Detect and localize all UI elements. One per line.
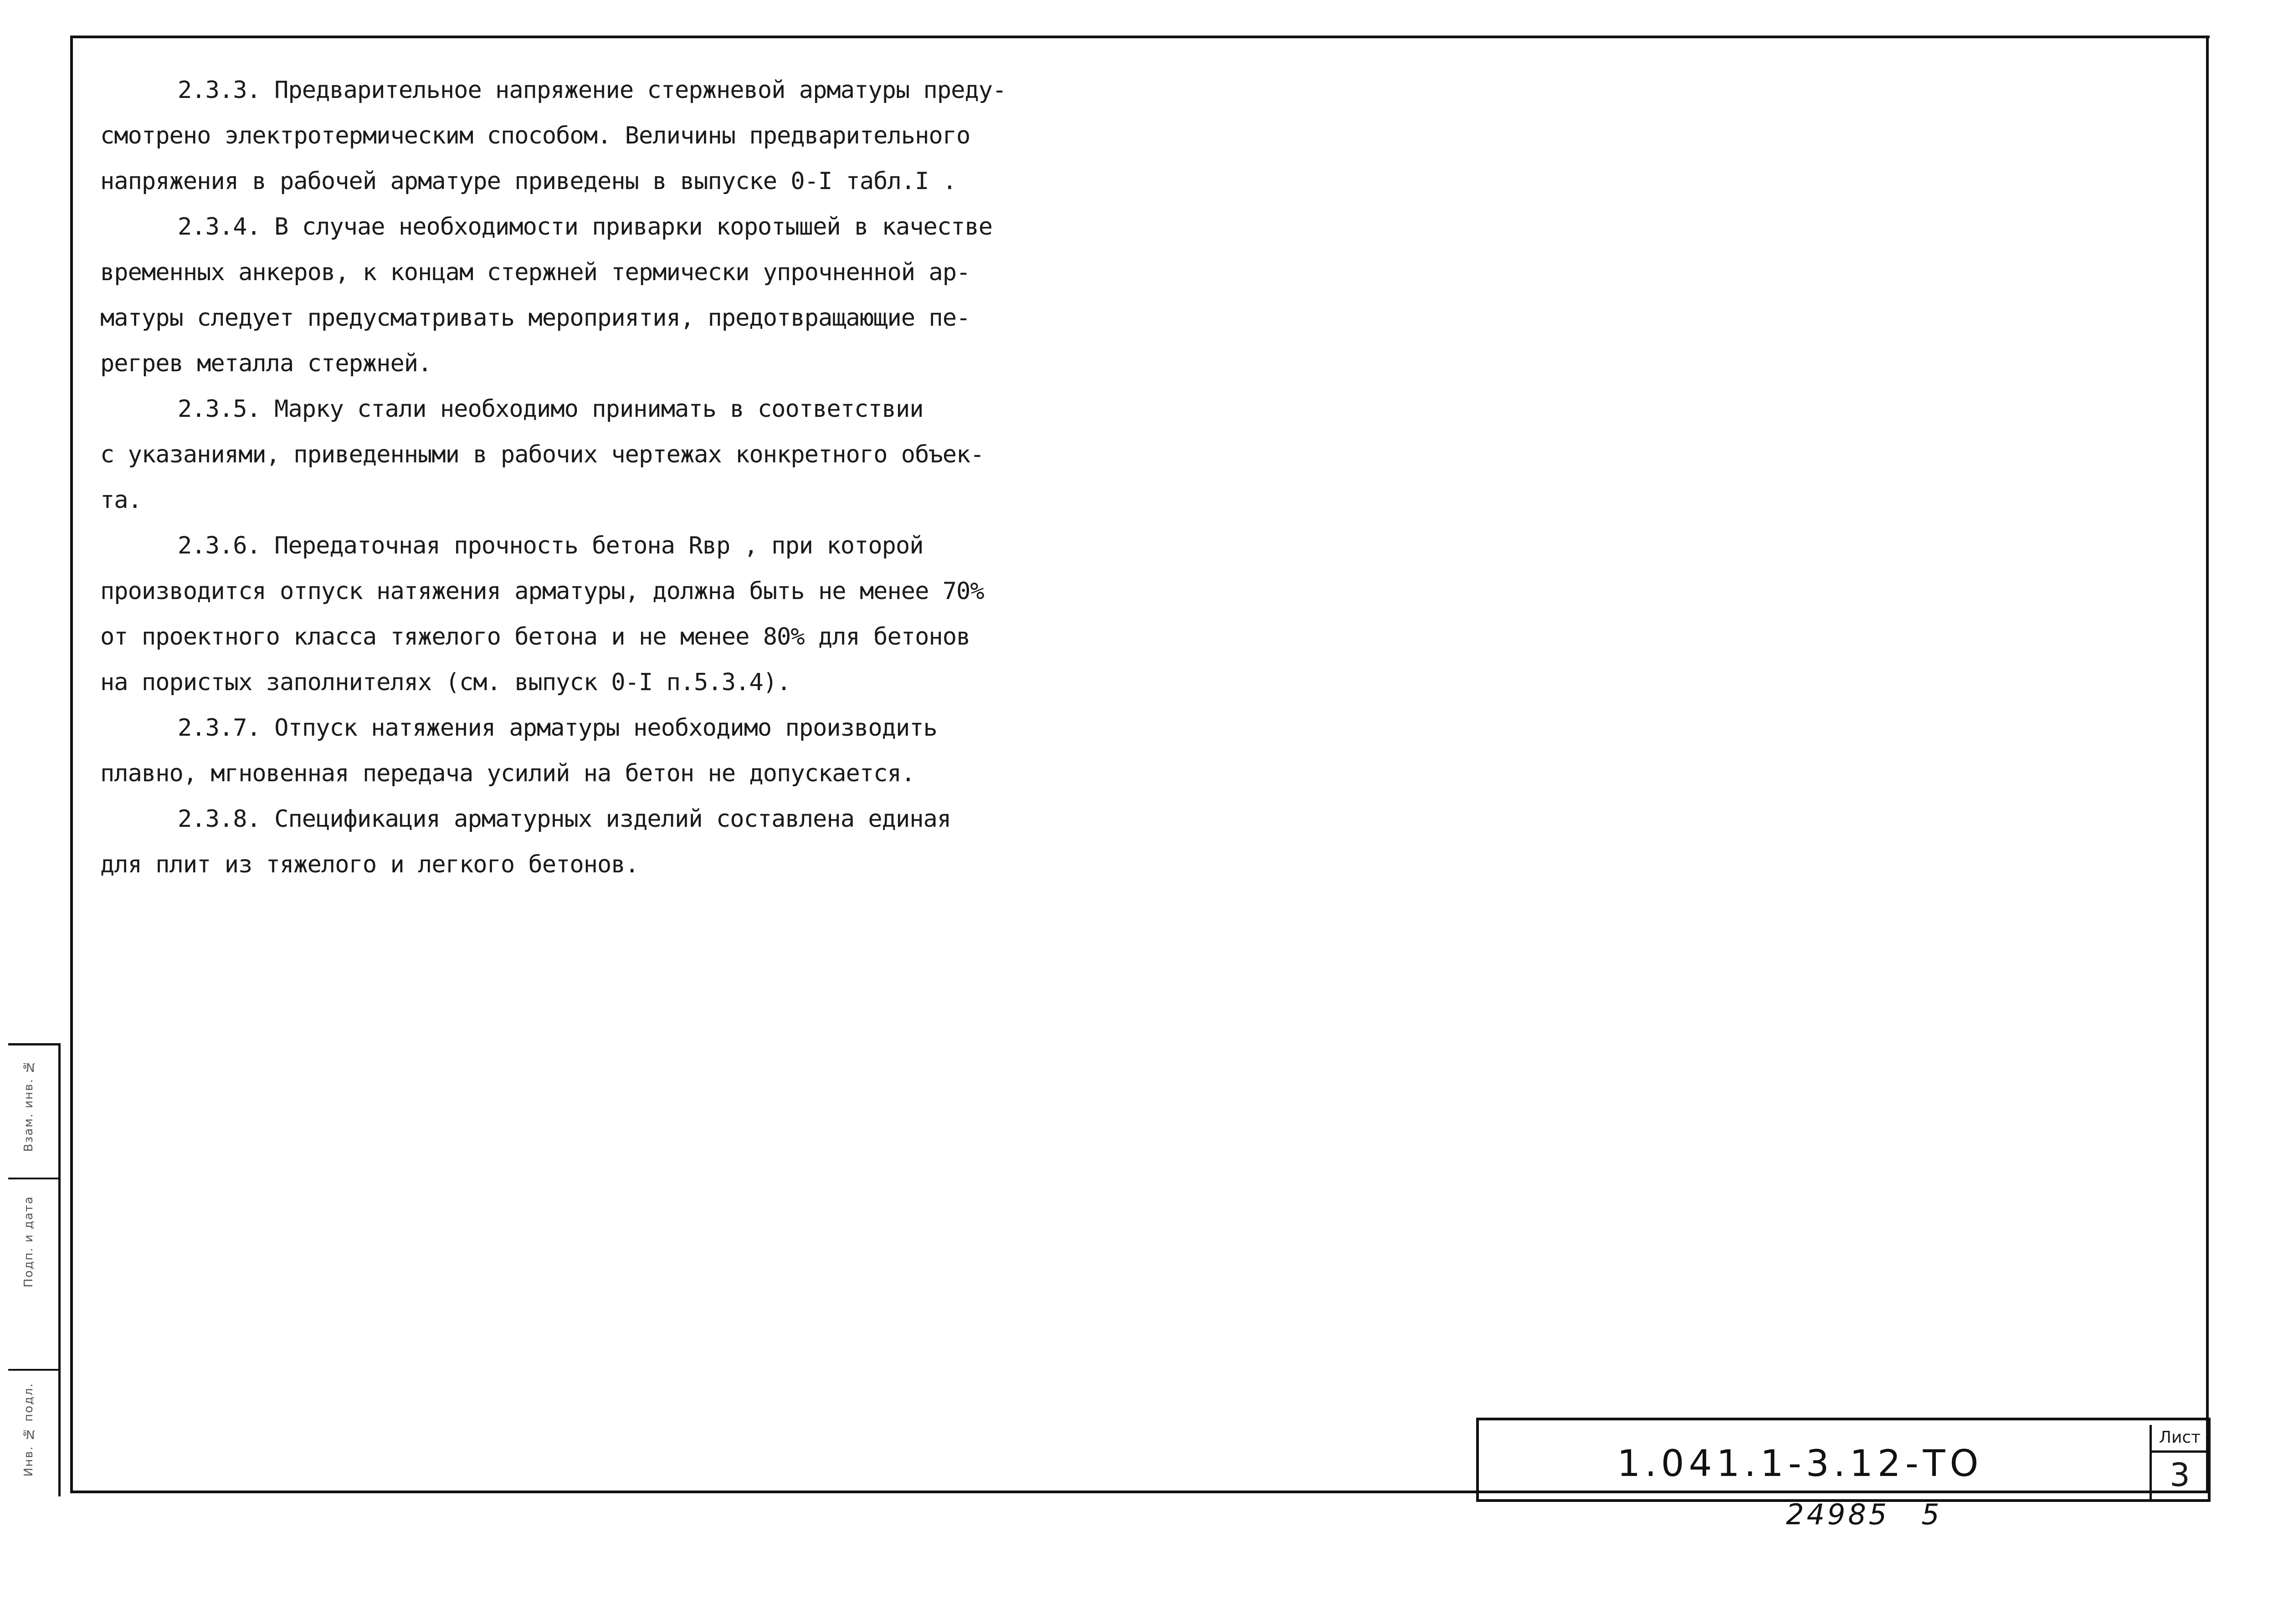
text-line: с указаниями, приведенными в рабочих чертежах конкретного объек- <box>100 441 984 468</box>
document-body <box>100 67 1084 887</box>
inventory-number-main: 24985 <box>1786 1498 1890 1531</box>
text-line: 2.3.3. Предварительное напряжение стержневой арматуры преду- <box>178 77 1006 104</box>
text-line: 2.3.8. Спецификация арматурных изделий составлена единая <box>178 805 951 833</box>
text-line: смотрено электротермическим способом. Величины предварительного <box>100 122 970 149</box>
title-block <box>1476 1418 2211 1502</box>
document-code: 1.041.1-3.12-ТО <box>1617 1442 1983 1485</box>
sheet-number: 3 <box>2170 1456 2190 1494</box>
text-line: 2.3.4. В случае необходимости приварки коротышей в качестве <box>178 213 993 241</box>
binding-cell-1 <box>8 1045 58 1179</box>
binding-label-1: Взам. инв. № <box>22 1059 36 1152</box>
frame-top-extension <box>2141 36 2210 38</box>
text-line: для плит из тяжелого и легкого бетонов. <box>100 851 639 878</box>
text-line: плавно, мгновенная передача усилий на бетон не допускается. <box>100 760 915 787</box>
paragraph-2-3-5 <box>100 386 1084 523</box>
text-line: производится отпуск натяжения арматуры, должна быть не менее 70% <box>100 578 984 605</box>
paragraph-2-3-8 <box>100 796 1084 887</box>
binding-cell-2 <box>8 1178 58 1371</box>
paragraph-2-3-4 <box>100 204 1084 386</box>
text-line: 2.3.7. Отпуск натяжения арматуры необходимо производить <box>178 714 937 742</box>
text-line: регрев металла стержней. <box>100 350 432 377</box>
paragraph-2-3-3 <box>100 67 1084 204</box>
binding-label-2: Подп. и дата <box>22 1196 36 1288</box>
text-line: 2.3.5. Марку стали необходимо принимать в соответствии <box>178 395 924 423</box>
text-line: от проектного класса тяжелого бетона и не менее 80% для бетонов <box>100 623 970 651</box>
paragraph-2-3-6 <box>100 523 1084 705</box>
text-line: та. <box>100 487 142 514</box>
text-line: напряжения в рабочей арматуре приведены в выпуске 0-I табл.I . <box>100 168 957 195</box>
binding-label-3: Инв. № подл. <box>22 1383 36 1477</box>
binding-stamp <box>8 1043 61 1496</box>
sheet-label: Лист <box>2152 1425 2208 1453</box>
text-line: 2.3.6. Передаточная прочность бетона Rвр , при которой <box>178 532 924 559</box>
inventory-number <box>1786 1498 1942 1531</box>
text-line: временных анкеров, к концам стержней термически упрочненной ар- <box>100 259 970 286</box>
text-line: на пористых заполнителях (см. выпуск 0-I п.5.3.4). <box>100 669 791 696</box>
paragraph-2-3-7 <box>100 705 1084 796</box>
text-line: матуры следует предусматривать мероприятия, предотвращающие пе- <box>100 304 970 332</box>
binding-cell-3 <box>8 1369 58 1496</box>
sheet-box <box>2150 1425 2208 1501</box>
inventory-number-sub: 5 <box>1921 1498 1942 1531</box>
